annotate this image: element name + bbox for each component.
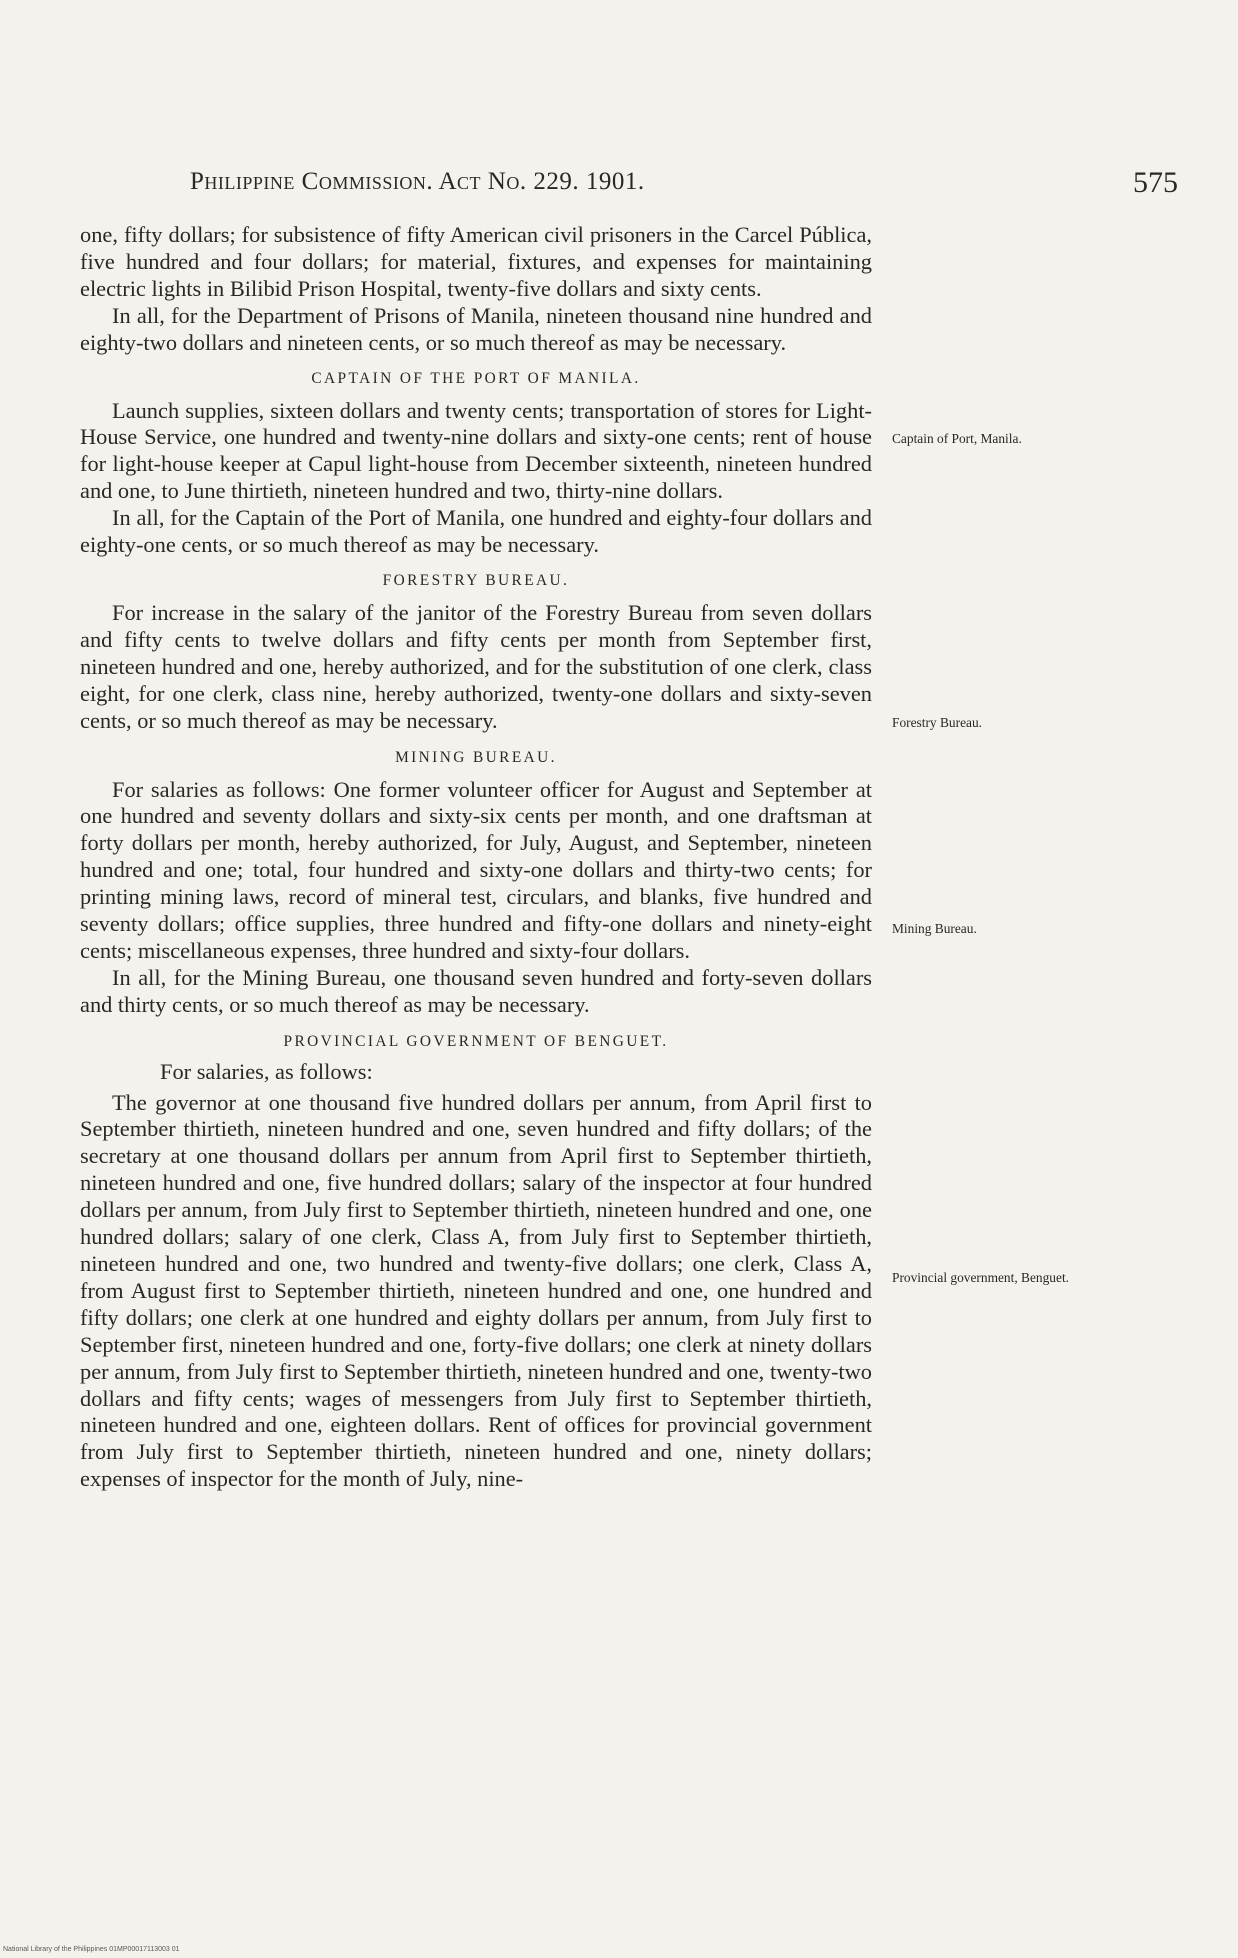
section-heading-benguet: PROVINCIAL GOVERNMENT OF BENGUET.	[283, 1032, 669, 1050]
section-heading-forestry-bureau: FORESTRY BUREAU.	[382, 571, 570, 589]
section-heading-mining-bureau: MINING BUREAU.	[395, 748, 557, 766]
mining-bureau-paragraph: For salaries as follows: One former volunteer officer for August and September at one hundred and seventy dollars and sixty-six cents per month, and one draftsman at forty dollars per month, hereby authorized, for July, August, and September, nineteen hundred and one; total, four hundred and sixty-one dollars and thirty-two cents; for printing mining laws, record of mineral test, circulars, and blanks, five hundred and seventy dollars; office supplies, three hundred and fifty-one dollars and ninety-eight cents; miscellaneous expenses, three hundred and sixty-four dollars.	[80, 776, 872, 963]
forestry-bureau-paragraph: For increase in the salary of the janitor of the Forestry Bureau from seven dollars and fifty cents to twelve dollars and fifty cents per month from September first, nineteen hundred and one, hereby authorized, and for the substitution of one clerk, class eight, for one clerk, class nine, hereby authorized, twenty-one dollars and sixty-seven cents, or so much thereof as may be necessary.	[80, 599, 872, 733]
captain-of-port-total-paragraph: In all, for the Captain of the Port of Manila, one hundred and eighty-four dollars and eighty-one cents, or so much thereof as may be necessary.	[80, 505, 872, 558]
running-head: Philippine Commission. Act No. 229. 1901.	[190, 168, 645, 195]
margin-note-forestry-bureau: Forestry Bureau.	[892, 715, 982, 730]
captain-of-port-paragraph: Launch supplies, sixteen dollars and twenty cents; transportation of stores for Light-House Service, one hundred and twenty-nine dollars and sixty-one cents; rent of house for light-house keeper at Capul light-house from December sixteenth, nineteen hundred and one, to June thirtieth, nineteen hundred and two, thirty-nine dollars.	[80, 397, 872, 504]
page-number: 575	[1133, 166, 1178, 199]
page-header	[190, 168, 1190, 208]
mining-bureau-total-paragraph: In all, for the Mining Bureau, one thousand seven hundred and forty-seven dollars and thirty cents, or so much thereof as may be necessary.	[80, 964, 872, 1017]
benguet-salaries-paragraph: The governor at one thousand five hundred dollars per annum, from April first to September thirtieth, nineteen hundred and one, seven hundred and fifty dollars; of the secretary at one thousand dollars per annum from April first to September thirtieth, nineteen hundred and one, five hundred dollars; salary of the inspector at four hundred dollars per annum, from July first to September thirtieth, nineteen hundred and one, one hundred dollars; salary of one clerk, Class A, from July first to September thirtieth, nineteen hundred and one, two hundred and twenty-five dollars; one clerk, Class A, from August first to September thirtieth, nineteen hundred and one, one hundred and fifty dollars; one clerk at one hundred and eighty dollars per annum, from July first to September first, nineteen hundred and one, forty-five dollars; one clerk at ninety dollars per annum, from July first to September thirtieth, nineteen hundred and one, twenty-two dollars and fifty cents; wages of messengers from July first to September thirtieth, nineteen hundred and one, eighteen dollars. Rent of offices for provincial government from July first to September thirtieth, nineteen hundred and one, ninety dollars; expenses of inspector for the month of July, nine-	[80, 1089, 872, 1492]
prisons-continuation-paragraph: one, fifty dollars; for subsistence of fifty American civil prisoners in the Carcel Pública, five hundred and four dollars; for material, fixtures, and expenses for maintaining electric lights in Bilibid Prison Hospital, twenty-five dollars and sixty cents.	[80, 222, 872, 301]
benguet-salaries-lead: For salaries, as follows:	[160, 1058, 373, 1084]
margin-note-benguet: Provincial government, Benguet.	[892, 1270, 1070, 1285]
section-heading-captain-of-port: CAPTAIN OF THE PORT OF MANILA.	[311, 369, 641, 387]
main-text-column	[80, 222, 872, 1493]
margin-note-captain-of-port: Captain of Port, Manila.	[892, 431, 1022, 446]
margin-note-mining-bureau: Mining Bureau.	[892, 921, 977, 936]
prisons-total-paragraph: In all, for the Department of Prisons of Manila, nineteen thousand nine hundred and eighty-two dollars and nineteen cents, or so much thereof as may be necessary.	[80, 302, 872, 355]
footer-credit: National Library of the Philippines 01MP00017113003 01	[3, 1946, 180, 1953]
